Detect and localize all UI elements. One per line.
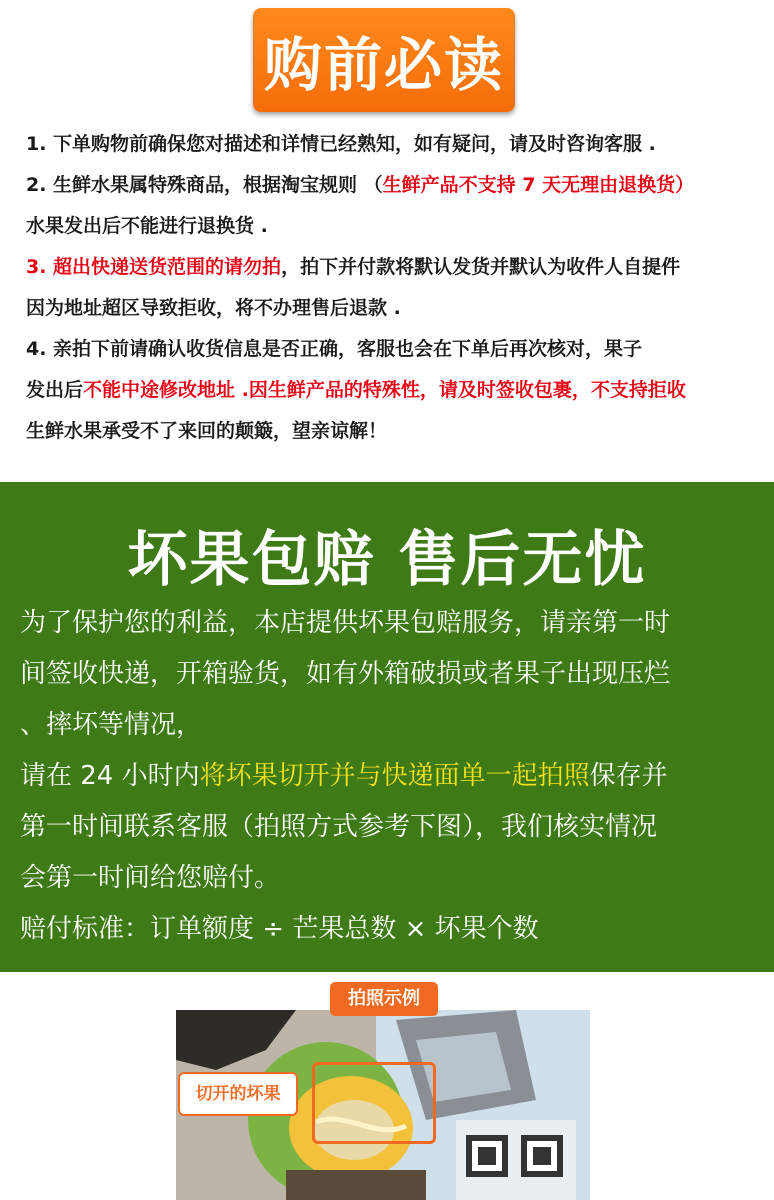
guarantee-line-6: 会第一时间给您赔付。 xyxy=(20,863,281,893)
guarantee-line-5: 第一时间联系客服（拍照方式参考下图），我们核实情况 xyxy=(20,812,658,842)
guarantee-line-2: 间签收快递，开箱验货，如有外箱破损或者果子出现压烂 xyxy=(20,659,671,689)
notice-line-3: 水果发出后不能进行退换货 . xyxy=(26,215,268,237)
guarantee-line-4 xyxy=(20,751,760,802)
notice-line-7-prefix: 发出后 xyxy=(26,379,84,401)
guarantee-line-4-prefix: 请在 24 小时内 xyxy=(20,761,200,791)
notice-line-2 xyxy=(26,165,756,206)
photo-example-tag: 拍照示例 xyxy=(330,982,438,1016)
guarantee-line-1: 为了保护您的利益，本店提供坏果包赔服务，请亲第一时 xyxy=(20,608,671,638)
notice-line-2-prefix: 2. 生鲜水果属特殊商品，根据淘宝规则 （ xyxy=(26,174,383,196)
guarantee-line-7: 赔付标准：订单额度 ÷ 芒果总数 × 坏果个数 xyxy=(20,914,539,944)
notice-line-5: 因为地址超区导致拒收，将不办理售后退款 . xyxy=(26,297,401,319)
bad-fruit-callout: 切开的坏果 xyxy=(178,1072,298,1116)
guarantee-text xyxy=(20,598,760,955)
bad-fruit-highlight-box xyxy=(312,1062,436,1144)
notice-line-7-red-1: 不能中途修改地址 . xyxy=(83,379,249,401)
notice-line-2-red: 生鲜产品不支持 7 天无理由退换货） xyxy=(382,174,695,196)
notice-title: 购前必读 xyxy=(263,31,504,99)
notice-line-1: 1. 下单购物前确保您对描述和详情已经熟知，如有疑问，请及时咨询客服 . xyxy=(26,133,656,155)
notice-line-7 xyxy=(26,370,756,411)
notice-line-8: 生鲜水果承受不了来回的颠簸，望亲谅解！ xyxy=(26,420,388,442)
notice-title-banner xyxy=(253,8,515,112)
notice-line-4-suffix: ，拍下并付款将默认发货并默认为收件人自提件 xyxy=(281,256,681,278)
guarantee-line-3: 、摔坏等情况， xyxy=(20,710,203,740)
notice-text xyxy=(26,124,756,452)
notice-section xyxy=(0,0,774,482)
photo-example-section xyxy=(0,972,774,1200)
notice-line-6: 4. 亲拍下前请确认收货信息是否正确，客服也会在下单后再次核对，果子 xyxy=(26,338,643,360)
notice-line-7-red-2: 因生鲜产品的特殊性，请及时签收包裹，不支持拒收 xyxy=(248,379,686,401)
guarantee-line-4-yellow: 将坏果切开并与快递面单一起拍照 xyxy=(199,761,590,791)
notice-line-4 xyxy=(26,247,756,288)
guarantee-title: 坏果包赔 售后无忧 xyxy=(127,525,647,595)
guarantee-section xyxy=(0,482,774,972)
notice-line-4-red: 3. 超出快递送货范围的请勿拍 xyxy=(26,256,282,278)
guarantee-line-4-suffix: 保存并 xyxy=(589,761,668,791)
